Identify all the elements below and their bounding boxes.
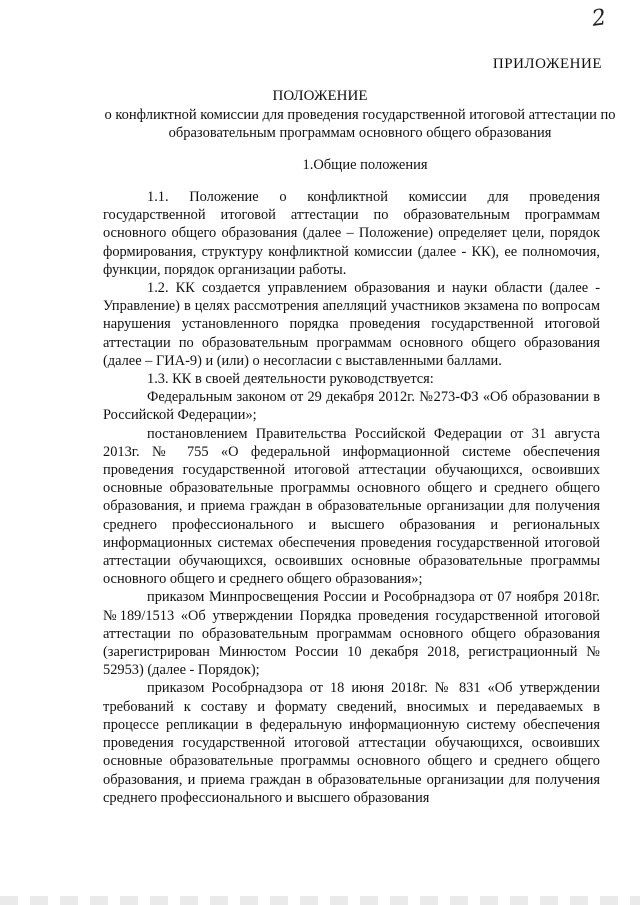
document-subtitle: о конфликтной комиссии для проведения государственной итоговой аттестации по образовательным программам основного общего образования (104, 107, 616, 141)
paragraph-ministry-order: приказом Минпросвещения России и Рособрнадзора от 07 ноября 2018г. №189/1513 «Об утверждении Порядка проведения государственной итоговой аттестации по образовательным программам основного общего образования (зарегистрирован Минюстом России 10 декабря 2018, регистрационный № 52953) (далее - Порядок); (103, 589, 600, 679)
appendix-label: ПРИЛОЖЕНИЕ (492, 56, 602, 72)
paragraph-1-1: 1.1. Положение о конфликтной комиссии для проведения государственной итоговой аттестации по образовательным программам основного общего образования (далее – Положение) определяет цели, порядок формирования, структуру конфликтной комиссии (далее - КК), ее полномочия, функции, порядок организации работы. (103, 189, 600, 278)
paragraph-government-resolution: постановлением Правительства Российской Федерации от 31 августа 2013г. № 755 «О федеральной информационной системе обеспечения проведения государственной итоговой аттестации обучающихся, освоивших основные образовательные программы основного общего и среднего общего образования, и приема граждан в образовательные организации для получения среднего профессионального и высшего образования и региональных информационных системах обеспечения проведения государственной итоговой аттестации обучающихся, освоивших основные образовательные программы основного общего и среднего общего образования»; (103, 425, 600, 588)
scan-edge (0, 896, 640, 905)
document-body (103, 188, 600, 807)
paragraph-1-2: 1.2. КК создается управлением образования и науки области (далее - Управление) в целях рассмотрения апелляций участников экзамена по вопросам нарушения установленного порядка проведения государственной итоговой аттестации по образовательным программам основного общего образования (далее – ГИА-9) и (или) о несогласии с выставленными баллами. (103, 280, 600, 369)
paragraph-federal-law: Федеральным законом от 29 декабря 2012г. №273-ФЗ «Об образовании в Российской Федерации»; (103, 389, 600, 424)
paragraph-rosobrnadzor-order: приказом Рособрнадзора от 18 июня 2018г. № 831 «Об утверждении требований к составу и формату сведений, вносимых и передаваемых в процессе репликации в федеральную информационную систему обеспечения проведения государственной итоговой аттестации обучающихся, освоивших основные образовательные программы основного общего и среднего общего образования, и приема граждан в образовательные организации для получения среднего профессионального и высшего образования (103, 680, 600, 806)
section-heading: 1.Общие положения (302, 157, 428, 173)
document-title: ПОЛОЖЕНИЕ (272, 88, 368, 104)
paragraph-1-3: 1.3. КК в своей деятельности руководствуется: (147, 371, 434, 388)
handwritten-page-number: 2 (590, 5, 608, 32)
